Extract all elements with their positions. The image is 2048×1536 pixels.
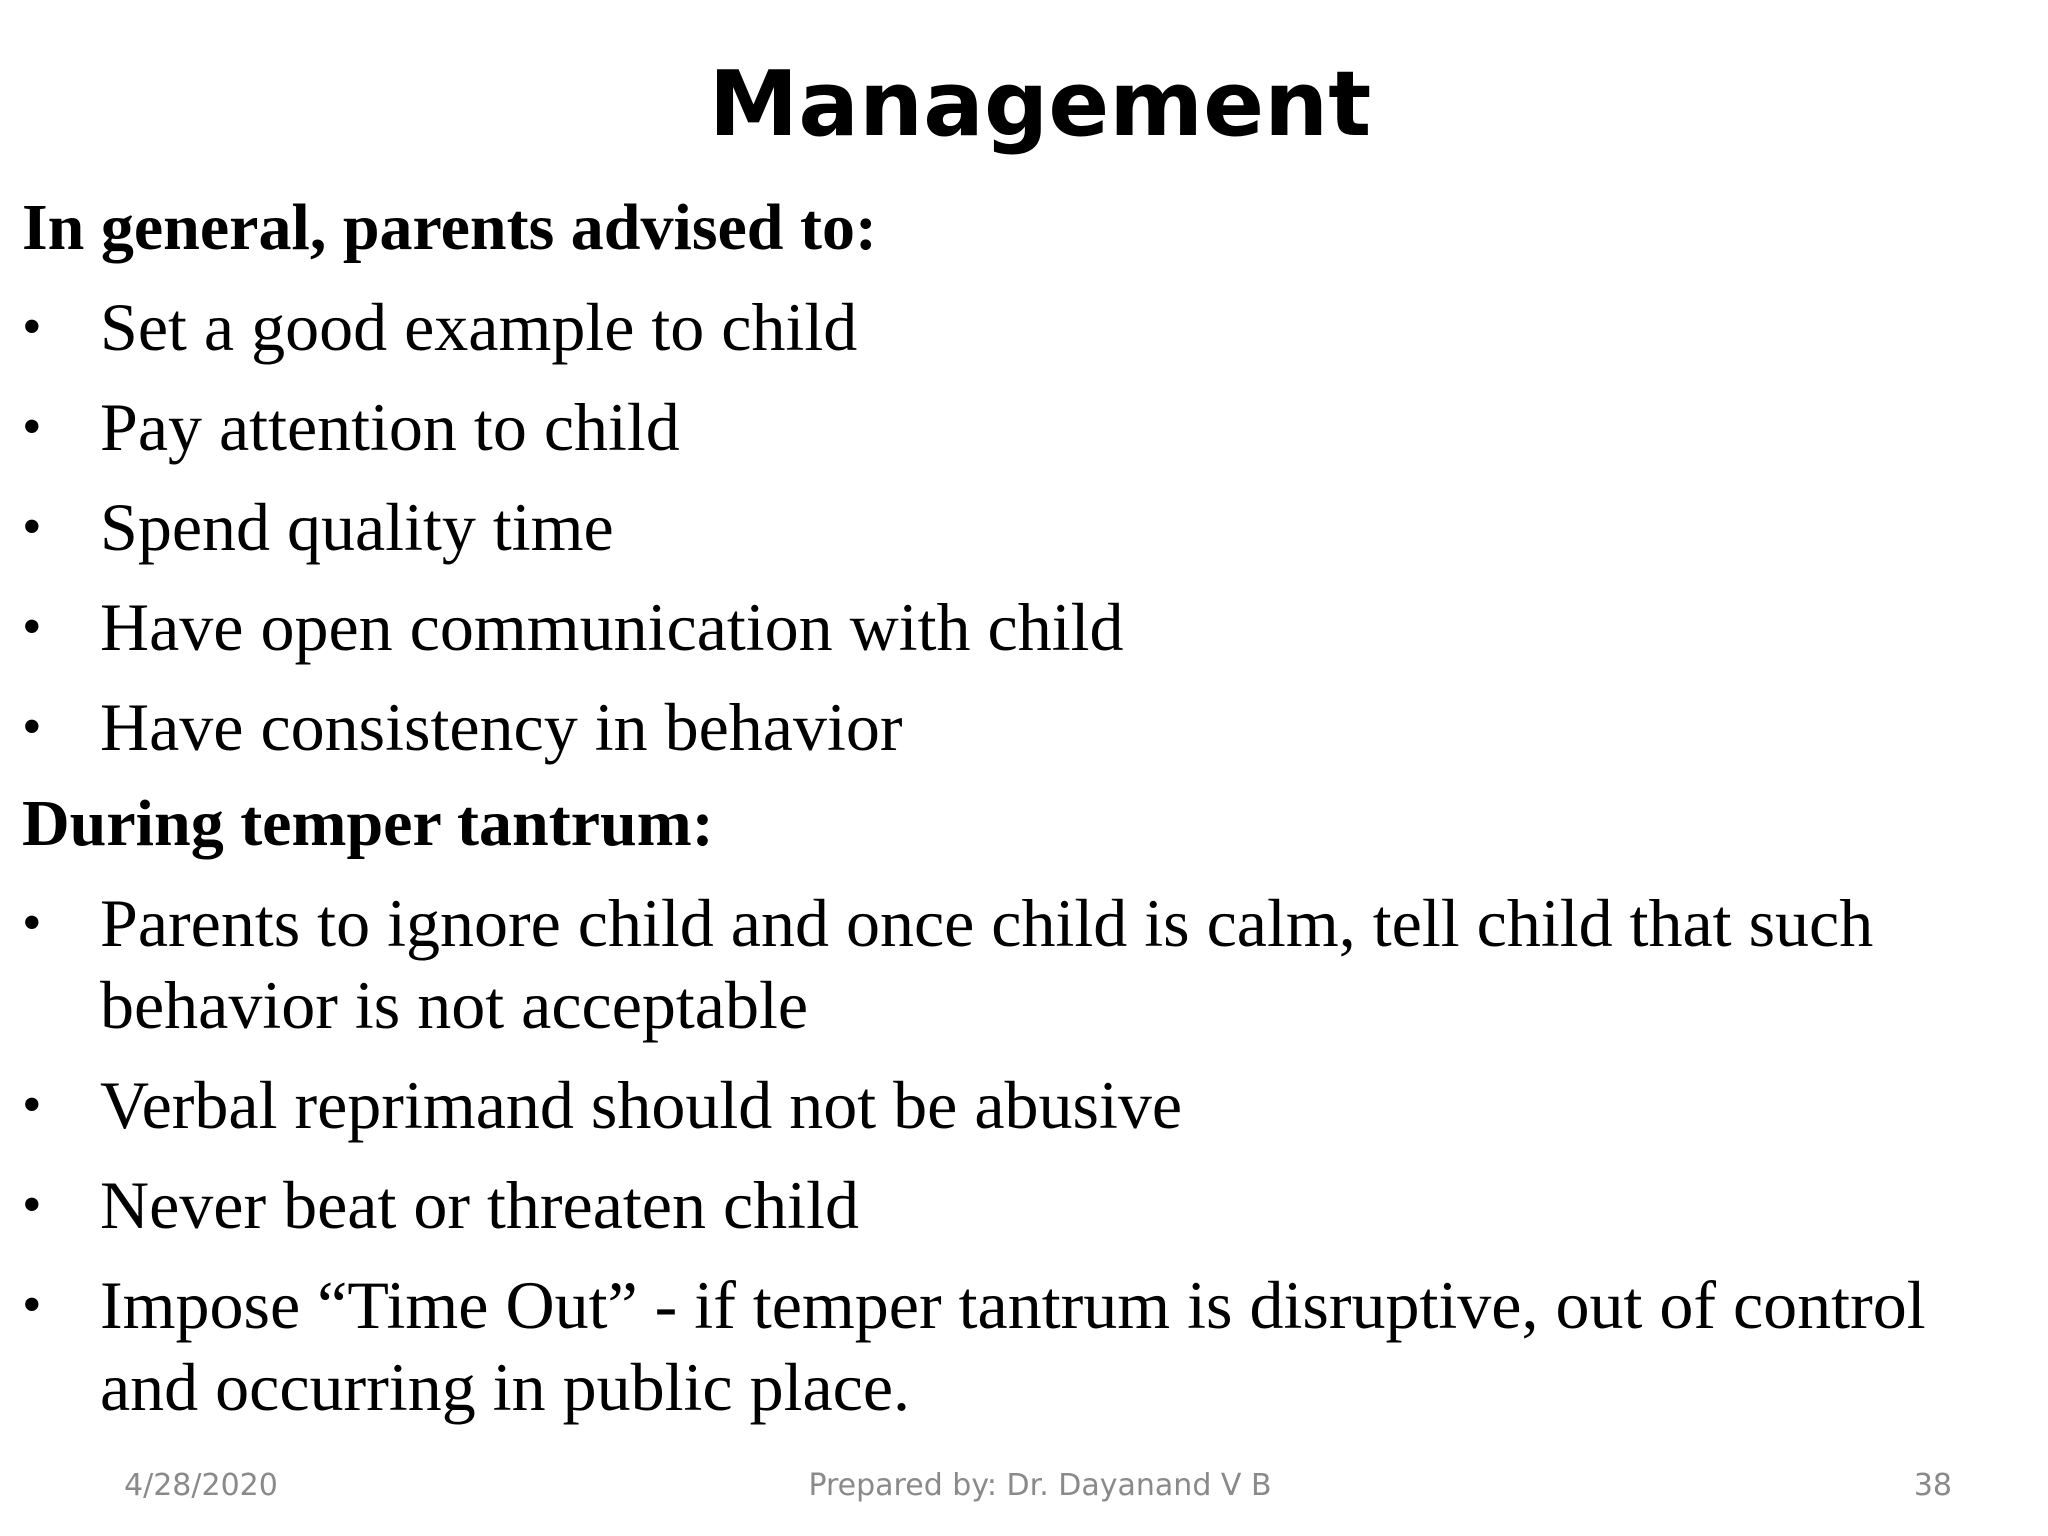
list-item-text: Parents to ignore child and once child is calm, tell child that such behavior is not acceptable xyxy=(100,885,1874,1043)
bullet-icon: • xyxy=(22,496,42,558)
bullet-icon: • xyxy=(22,1274,42,1336)
list-item-text: Have open communication with child xyxy=(100,589,1124,665)
footer-date: 4/28/2020 xyxy=(124,1468,278,1503)
section-heading-tantrum: During temper tantrum: xyxy=(22,787,714,860)
list-item xyxy=(22,486,2002,568)
list-item xyxy=(22,686,2002,768)
list-item-text: Never beat or threaten child xyxy=(100,1167,859,1243)
footer-author: Prepared by: Dr. Dayanand V B xyxy=(808,1468,1272,1503)
bullet-icon: • xyxy=(22,1174,42,1236)
bullet-icon: • xyxy=(22,696,42,758)
bullet-icon: • xyxy=(22,296,42,358)
list-item-text: Verbal reprimand should not be abusive xyxy=(100,1067,1183,1143)
slide-title: Management xyxy=(708,52,1372,157)
list-item xyxy=(22,1264,2002,1428)
list-item xyxy=(22,1164,2002,1246)
bullet-icon: • xyxy=(22,596,42,658)
section-heading-general: In general, parents advised to: xyxy=(22,191,877,264)
list-item xyxy=(22,1064,2002,1146)
slide-body xyxy=(22,188,2002,1428)
list-item xyxy=(22,386,2002,468)
list-item-text: Pay attention to child xyxy=(100,389,680,465)
bullet-icon: • xyxy=(22,396,42,458)
bullet-icon: • xyxy=(22,1074,42,1136)
list-item-text: Spend quality time xyxy=(100,489,614,565)
bullet-icon: • xyxy=(22,892,42,954)
bullet-list-tantrum xyxy=(22,882,2002,1428)
list-item-text: Have consistency in behavior xyxy=(100,689,903,765)
footer-page-number: 38 xyxy=(1913,1468,1952,1503)
list-item xyxy=(22,882,2002,1046)
bullet-list-general xyxy=(22,286,2002,768)
list-item xyxy=(22,286,2002,368)
list-item-text: Set a good example to child xyxy=(100,289,858,365)
list-item-text: Impose “Time Out” - if temper tantrum is disruptive, out of control and occurring in public place. xyxy=(100,1267,1926,1425)
list-item xyxy=(22,586,2002,668)
